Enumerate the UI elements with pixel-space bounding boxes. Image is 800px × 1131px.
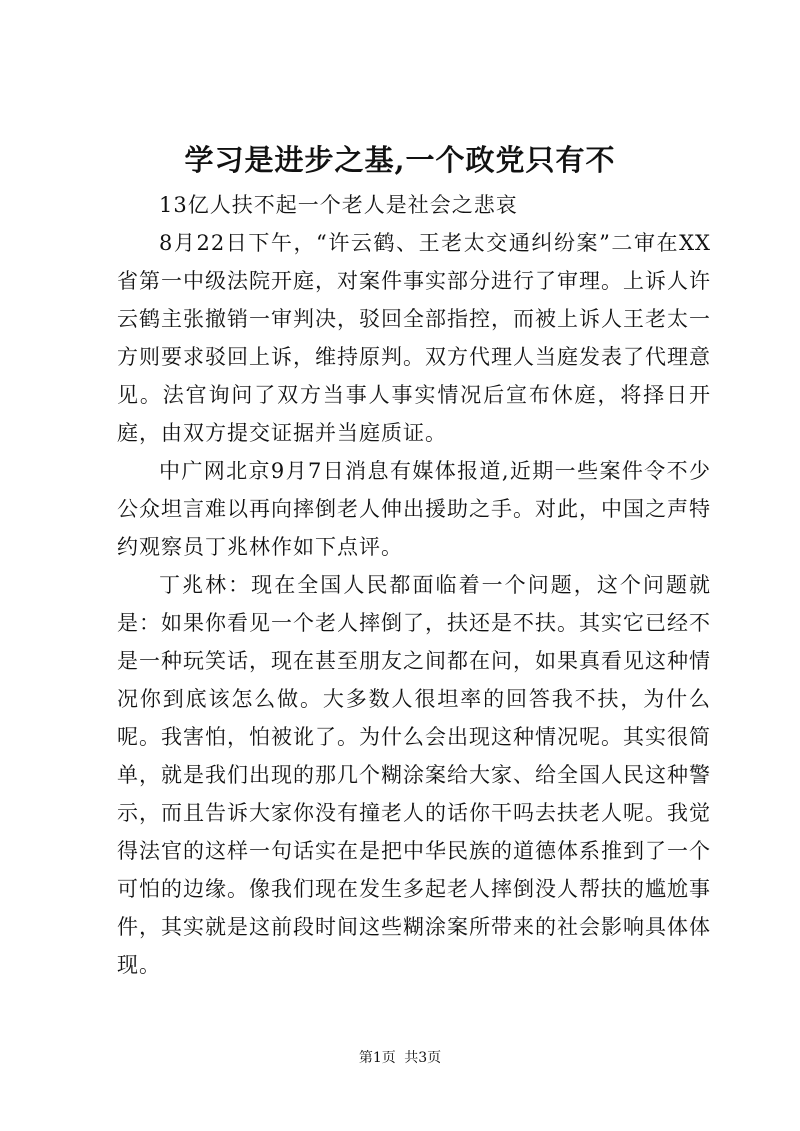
document-title: 学习是进步之基,一个政党只有不 [184,143,616,177]
paragraph-commentary: 丁兆林：现在全国人民都面临着一个问题，这个问题就是：如果你看见一个老人摔倒了，扶还是不扶。其实它已经不是一种玩笑话，现在甚至朋友之间都在问，如果真看见这种情况你到底该怎么做。大多数人很坦率的回答我不扶，为什么呢。我害怕，怕被讹了。为什么会出现这种情况呢。其实很简单，就是我们出现的那几个糊涂案给大家、给全国人民这种警示，而且告诉大家你没有撞老人的话你干吗去扶老人呢。我觉得法官的这样一句话实在是把中华民族的道德体系推到了一个可怕的边缘。像我们现在发生多起老人摔倒没人帮扶的尴尬事件，其实就是这前段时间这些糊涂案所带来的社会影响具体体现。 [117,573,711,977]
page-number: 第1页 [358,1050,396,1066]
page-footer [0,1048,800,1068]
paragraph-report: 中广网北京9月7日消息有媒体报道,近期一些案件令不少公众坦言难以再向摔倒老人伸出援助之手。对此，中国之声特约观察员丁兆林作如下点评。 [117,459,711,559]
page-total: 共3页 [404,1050,442,1066]
document-body [117,186,711,984]
subtitle-paragraph: 13亿人扶不起一个老人是社会之悲哀 [159,193,518,217]
paragraph-trial: 8月22日下午，“许云鹤、王老太交通纠纷案”二审在XX省第一中级法院开庭，对案件事实部分进行了审理。上诉人许云鹤主张撤销一审判决，驳回全部指控，而被上诉人王老太一方则要求驳回上诉，维持原判。双方代理人当庭发表了代理意见。法官询问了双方当事人事实情况后宣布休庭，将择日开庭，由双方提交证据并当庭质证。 [117,231,711,445]
